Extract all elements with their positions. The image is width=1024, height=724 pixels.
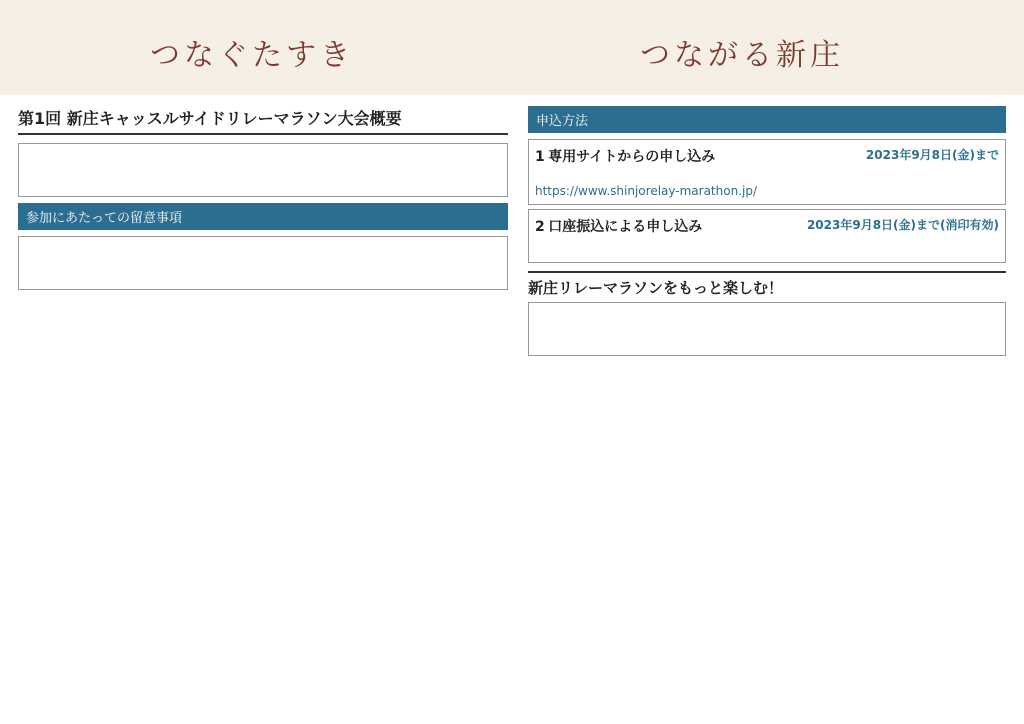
apply-heading: 申込方法 xyxy=(528,106,1006,133)
header-left-title: つなぐたすき xyxy=(150,38,354,73)
web-title: 専用サイトからの申し込み xyxy=(548,149,716,165)
enjoy-heading: 新庄リレーマラソンをもっと楽しむ！ xyxy=(528,271,1006,298)
apply-bank-box xyxy=(528,209,1006,263)
bank-num: 2 xyxy=(535,219,545,235)
enjoy-body xyxy=(528,302,1006,356)
bank-title: 口座振込による申し込み xyxy=(548,219,703,235)
web-url[interactable]: https://www.shinjorelay-marathon.jp/ xyxy=(535,184,757,198)
bank-body xyxy=(535,236,999,250)
web-num: 1 xyxy=(535,149,545,165)
bank-deadline: 2023年9月8日(金)まで(消印有効) xyxy=(806,218,999,232)
right-column xyxy=(528,100,1006,718)
overview-title-text: 新庄キャッスルサイドリレーマラソン大会概要 xyxy=(66,109,402,128)
notes-heading: 参加にあたっての留意事項 xyxy=(18,203,508,230)
left-column xyxy=(18,100,508,718)
header-right-title: つながる新庄 xyxy=(640,38,844,73)
web-body xyxy=(535,166,999,180)
page-header xyxy=(0,0,1024,95)
web-deadline: 2023年9月8日(金)まで xyxy=(865,148,999,162)
notes-body xyxy=(18,236,508,290)
apply-web-box xyxy=(528,139,1006,205)
overview-title xyxy=(18,106,508,135)
overview-body xyxy=(18,143,508,197)
edition-label: 第1回 xyxy=(18,109,62,128)
